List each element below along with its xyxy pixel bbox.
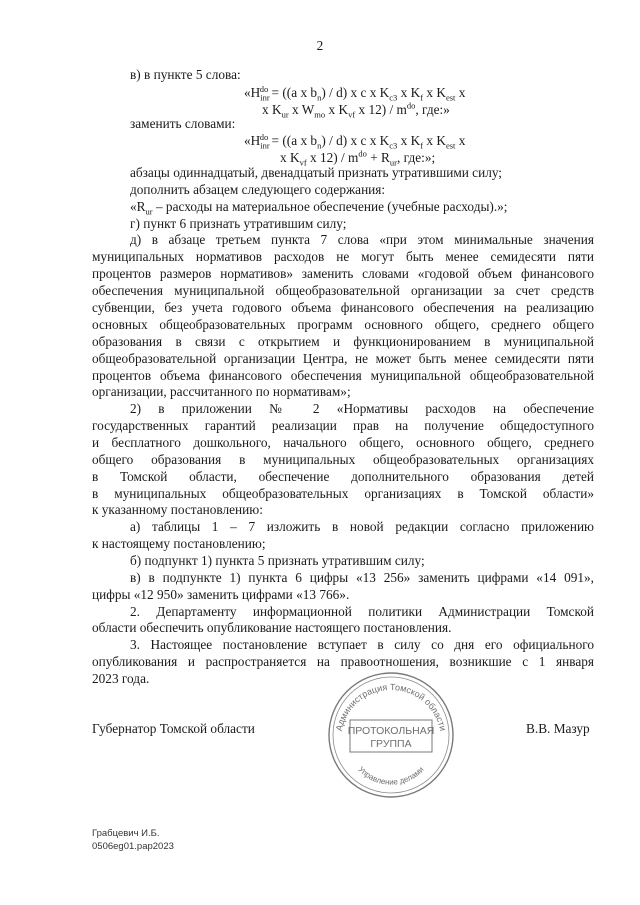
para-2-line: и бесплатного дошкольного, начального общего, основного общего, среднего bbox=[92, 435, 594, 450]
protocol-group-stamp bbox=[326, 670, 456, 800]
para-v-line: в) в подпункте 1) пункта 6 цифры «13 256» заменить цифрами «14 091», bbox=[130, 570, 594, 585]
para-d-line: д) в абзаце третьем пункта 7 слова «при этом минимальные значения bbox=[130, 232, 594, 247]
para-2-line: в Томской области, обеспечение дополнительного образования детей bbox=[92, 469, 594, 484]
para-d-line: основных общеобразовательных программ основного общего, среднего общего bbox=[92, 317, 594, 332]
para-2-line: государственных гарантий реализации прав на получение общедоступного bbox=[92, 418, 594, 433]
para-2-line: общего образования в муниципальных общеобразовательных организациях bbox=[92, 452, 594, 467]
formula-old-line2: x $K_{ur}$ x $W_{mo}$ x $K_{vf}$ x $12) / m^{do}$, где:» bbox=[262, 100, 450, 120]
para-d-line: общеобразовательной организации Центра, не может быть менее семидесяти пяти bbox=[92, 351, 594, 366]
para-2-line: к указанному постановлению: bbox=[92, 502, 263, 517]
para-l2: дополнить абзацем следующего содержания: bbox=[130, 182, 386, 197]
para-l3: «$R_{ur}$ – расходы на материальное обеспечение (учебные расходы).»; bbox=[130, 199, 508, 217]
signatory-name: В.В. Мазур bbox=[526, 721, 590, 736]
para-a-line: а) таблицы 1 – 7 изложить в новой редакции согласно приложению bbox=[130, 519, 594, 534]
signatory-title: Губернатор Томской области bbox=[92, 721, 255, 736]
para-v-line: цифры «12 950» заменить цифрами «13 766». bbox=[92, 587, 350, 602]
replace-with: заменить словами: bbox=[130, 116, 236, 131]
para-b-line: б) подпункт 1) пункта 5 признать утратившим силу; bbox=[130, 553, 425, 568]
para-2-line: 2) в приложении № 2 «Нормативы расходов на обеспечение bbox=[130, 401, 594, 416]
stamp-inner-line1: ПРОТОКОЛЬНАЯ bbox=[347, 725, 435, 737]
stamp-inner-line2: ГРУППА bbox=[370, 738, 412, 750]
para-d-line: процентов размеров нормативов» заменить словами «годовой объем финансового bbox=[92, 266, 594, 281]
para-2-line: в муниципальных общеобразовательных организациях в Томской области» bbox=[92, 486, 594, 501]
para-d-line: организации, рассчитанного по нормативам»; bbox=[92, 384, 351, 399]
para-l4: г) пункт 6 признать утратившим силу; bbox=[130, 216, 347, 231]
para-d-line: муниципальных нормативов расходов не могут быть менее семидесяти пяти bbox=[92, 249, 594, 264]
section-3-line: опубликования и распространяется на правоотношения, возникшие с 1 января bbox=[92, 654, 594, 669]
footer-file: 0506eg01.pap2023 bbox=[92, 841, 174, 852]
para-d-line: процентов объема финансового обеспечения муниципальной общеобразовательной bbox=[92, 368, 594, 383]
footer-author: Грабцевич И.Б. bbox=[92, 828, 160, 839]
para-a-line: к настоящему постановлению; bbox=[92, 536, 266, 551]
section-2-line: 2. Департаменту информационной политики Администрации Томской bbox=[130, 604, 594, 619]
formula-old-line1: «$H_{inr}^{do} = ((a$ x $b_n) / d$) x c x $K_{c3}$ x $K_f$ x $K_{est}$ x bbox=[244, 83, 466, 103]
formula-new-line2: x $K_{vf}$ x $12) / m^{do} + R_{ur}$, где:»; bbox=[280, 148, 436, 168]
stamp-bottom-text: Управление делами bbox=[356, 764, 426, 787]
para-d-line: обеспечения муниципальной общеобразовательной организации за счет средств bbox=[92, 283, 594, 298]
para-d-line: субвенции, без учета годового объема финансового обеспечения на реализацию bbox=[92, 300, 594, 315]
page-number: 2 bbox=[316, 38, 324, 53]
para-l1: абзацы одиннадцатый, двенадцатый признать утратившими силу; bbox=[130, 165, 503, 180]
formula-new-line1: «$H_{inr}^{do} = ((a$ x $b_n) / d$) x c x $K_{c3}$ x $K_f$ x $K_{est}$ x bbox=[244, 131, 466, 151]
section-2-line: области обеспечить опубликование настоящего постановления. bbox=[92, 620, 452, 635]
section-3-line: 3. Настоящее постановление вступает в силу со дня его официального bbox=[130, 637, 594, 652]
stamp-outer-text: Администрация Томской области bbox=[333, 681, 449, 732]
section-3-line: 2023 года. bbox=[92, 671, 150, 686]
para-d-line: образования в связи с открытием и функционированием в муниципальной bbox=[92, 334, 594, 349]
b-intro: в) в пункте 5 слова: bbox=[130, 67, 241, 82]
